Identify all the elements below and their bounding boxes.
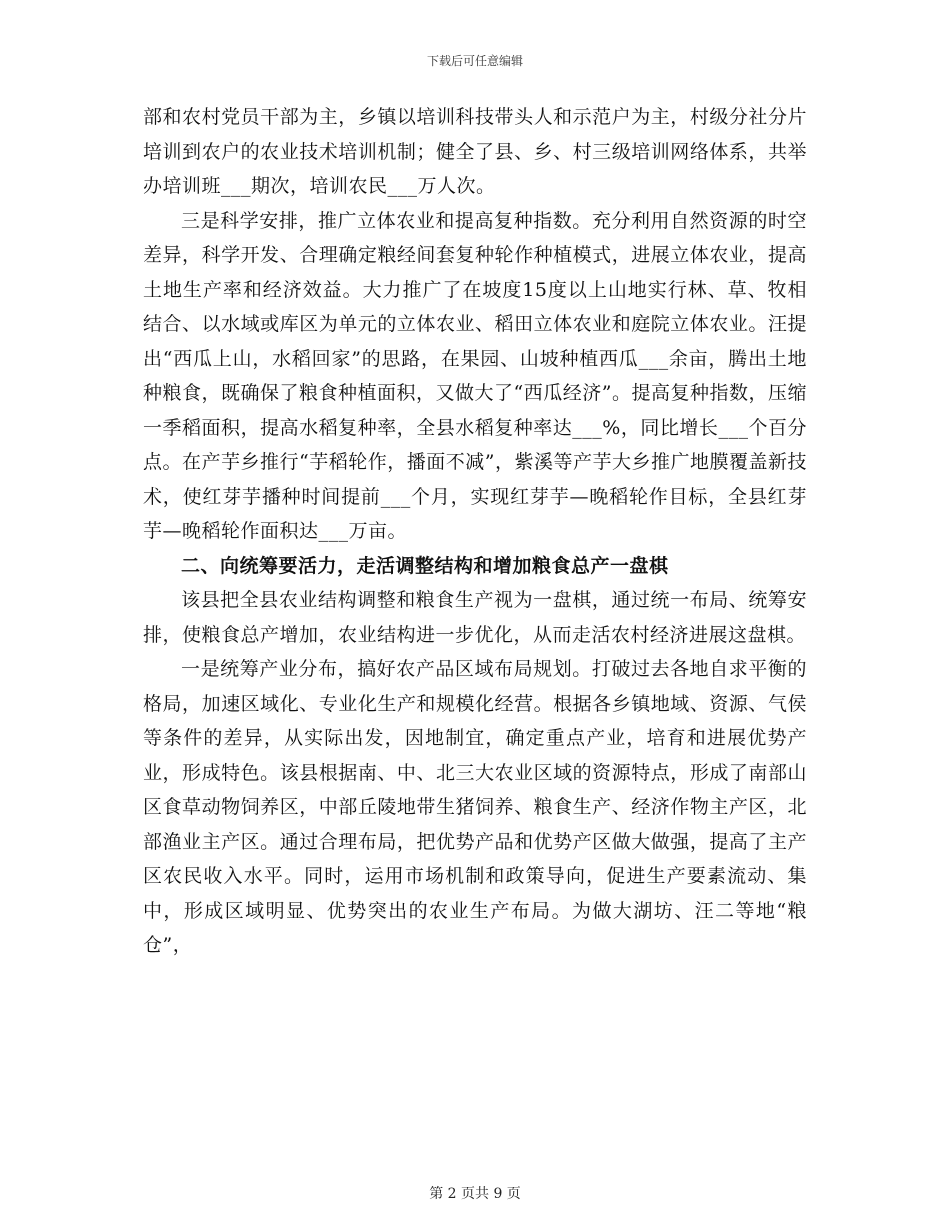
section-heading: 二、向统筹要活力，走活调整结构和增加粮食总产一盘棋	[181, 554, 669, 577]
page-footer: 第 2 页共 9 页	[429, 1186, 521, 1202]
paragraph-industry-layout: 一是统筹产业分布，搞好农产品区域布局规划。打破过去各地自求平衡的格局，加速区域化、专业化生产和规模化经营。根据各乡镇地域、资源、气侯等条件的差异，从实际出发，因地制宜，确定重点产业，培育和进展优势产业，形成特色。该县根据南、中、北三大农业区域的资源特点，形成了南部山区食草动物饲养区，中部丘陵地带生猪饲养、粮食生产、经济作物主产区，北部渔业主产区。通过合理布局，把优势产品和优势产区做大做强，提高了主产区农民收入水平。同时，运用市场机制和政策导向，促进生产要素流动、集中，形成区域明显、优势突出的农业生产布局。为做大湖坊、汪二等地“粮仓”，	[143, 658, 807, 956]
page-header: 下载后可任意编辑	[426, 54, 523, 68]
paragraph-three-dimensional-farming: 三是科学安排，推广立体农业和提高复种指数。充分利用自然资源的时空差异，科学开发、合理确定粮经间套复种轮作种植模式，进展立体农业，提高土地生产率和经济效益。大力推广了在坡度15度以上山地实行林、草、牧相结合、以水域或库区为单元的立体农业、稻田立体农业和庭院立体农业。汪提出“西瓜上山，水稻回家”的思路，在果园、山坡种植西瓜___余亩，腾出土地种粮食，既确保了粮食种植面积，又做大了“西瓜经济”。提高复种指数，压缩一季稻面积，提高水稻复种率，全县水稻复种率达___%，同比增长___个百分点。在产芋乡推行“芋稻轮作，播面不减”，紫溪等产芋大乡推广地膜覆盖新技术，使红芽芋播种时间提前___个月，实现红芽芋—晚稻轮作目标，全县红芽芋—晚稻轮作面积达___万亩。	[143, 209, 807, 542]
paragraph-continuation: 部和农村党员干部为主，乡镇以培训科技带头人和示范户为主，村级分社分片培训到农户的农业技术培训机制；健全了县、乡、村三级培训网络体系，共举办培训班___期次，培训农民___万人次。	[143, 106, 807, 197]
document-body	[143, 100, 807, 963]
paragraph-overall-planning: 该县把全县农业结构调整和粮食生产视为一盘棋，通过统一布局、统筹安排，使粮食总产增加，农业结构进一步优化，从而走活农村经济进展这盘棋。	[143, 589, 807, 646]
